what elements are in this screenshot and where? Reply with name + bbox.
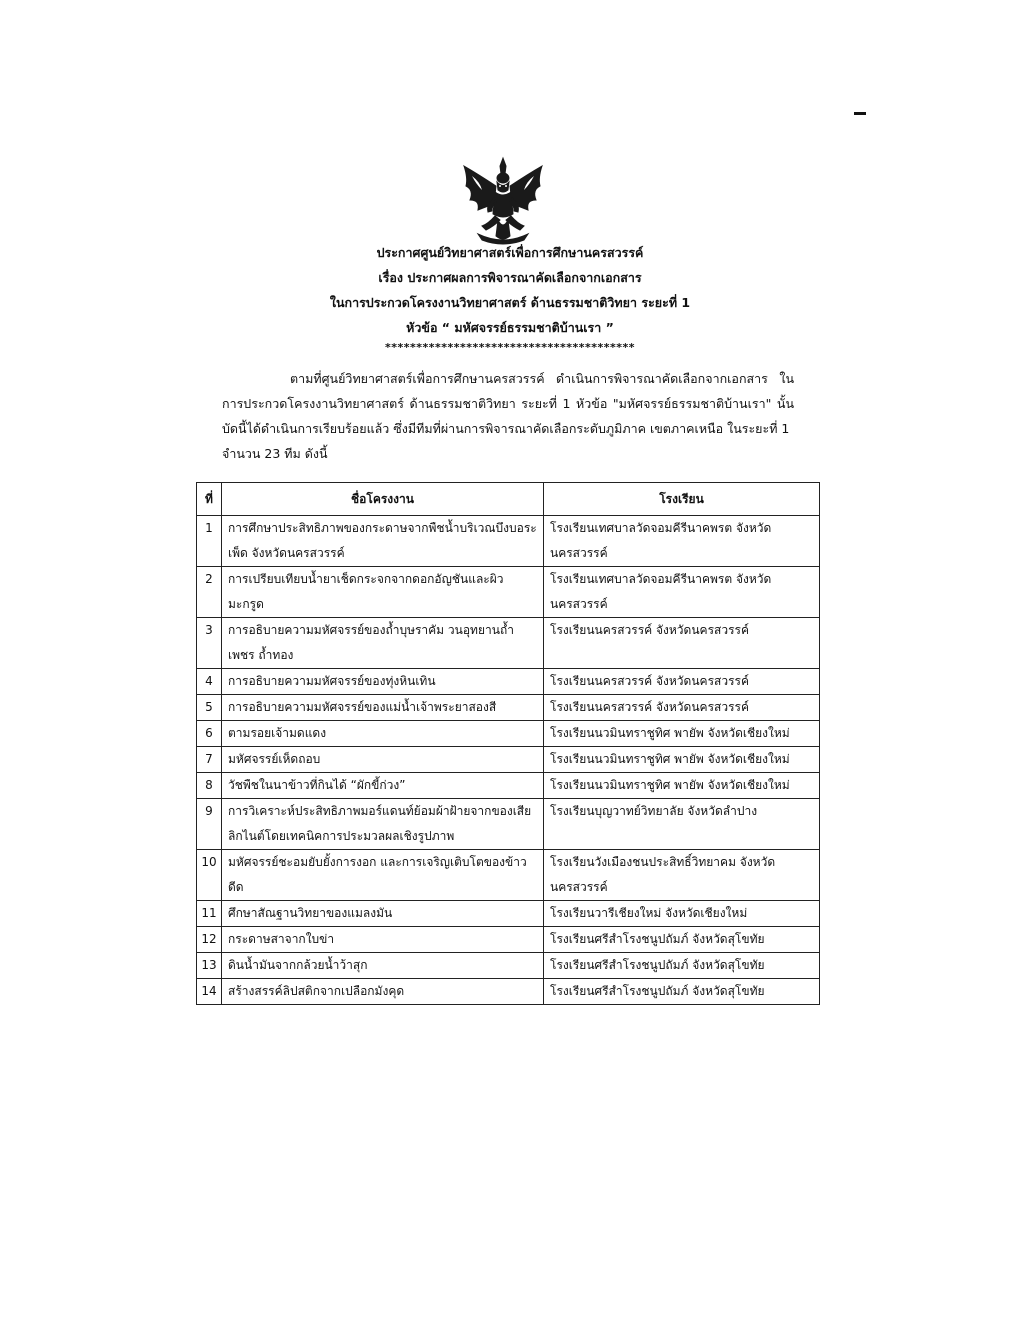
row-school: โรงเรียนนครสวรรค์ จังหวัดนครสวรรค์ [544, 695, 820, 721]
row-school: โรงเรียนบุญวาทย์วิทยาลัย จังหวัดลำปาง [544, 799, 820, 850]
row-school: โรงเรียนวังเมืองชนประสิทธิ์วิทยาคม จังหวัดนครสวรรค์ [544, 850, 820, 901]
row-num: 1 [197, 516, 222, 567]
row-project-name: ตามรอยเจ้ามดแดง [222, 721, 544, 747]
row-project-name: ศึกษาสัณฐานวิทยาของแมลงมัน [222, 901, 544, 927]
garuda-emblem-icon [458, 156, 548, 246]
row-num: 8 [197, 773, 222, 799]
row-num: 14 [197, 979, 222, 1005]
row-num: 13 [197, 953, 222, 979]
table-row [197, 901, 820, 927]
row-project-name: วัชพืชในนาข้าวที่กินได้ “ผักขี้ก่วง” [222, 773, 544, 799]
table-row [197, 927, 820, 953]
row-school: โรงเรียนศรีสำโรงชนูปถัมภ์ จังหวัดสุโขทัย [544, 979, 820, 1005]
row-school: โรงเรียนนวมินทราชูทิศ พายัพ จังหวัดเชียงใหม่ [544, 773, 820, 799]
row-project-name: มหัศจรรย์ชะอมยับยั้งการงอก และการเจริญเติบโตของข้าวดีด [222, 850, 544, 901]
row-school: โรงเรียนนครสวรรค์ จังหวัดนครสวรรค์ [544, 669, 820, 695]
row-project-name: การอธิบายความมหัศจรรย์ของถ้ำบุษราคัม วนอุทยานถ้ำเพชร ถ้ำทอง [222, 618, 544, 669]
table-row [197, 516, 820, 567]
header-school: โรงเรียน [544, 483, 820, 516]
table-row [197, 567, 820, 618]
header-project-name: ชื่อโครงงาน [222, 483, 544, 516]
row-school: โรงเรียนเทศบาลวัดจอมคีรีนาคพรต จังหวัดนครสวรรค์ [544, 516, 820, 567]
row-project-name: การวิเคราะห์ประสิทธิภาพมอร์แดนท์ย้อมผ้าฝ้ายจากของเสียลิกไนต์โดยเทคนิคการประมวลผลเชิงรูปภาพ [222, 799, 544, 850]
table-row [197, 669, 820, 695]
row-num: 10 [197, 850, 222, 901]
row-project-name: ดินน้ำมันจากกล้วยน้ำว้าสุก [222, 953, 544, 979]
announcement-heading [230, 242, 790, 359]
row-school: โรงเรียนศรีสำโรงชนูปถัมภ์ จังหวัดสุโขทัย [544, 927, 820, 953]
table-row [197, 695, 820, 721]
row-num: 12 [197, 927, 222, 953]
row-school: โรงเรียนนวมินทราชูทิศ พายัพ จังหวัดเชียงใหม่ [544, 721, 820, 747]
row-project-name: การศึกษาประสิทธิภาพของกระดาษจากพืชน้ำบริเวณบึงบอระเพ็ด จังหวัดนครสวรรค์ [222, 516, 544, 567]
row-school: โรงเรียนนครสวรรค์ จังหวัดนครสวรรค์ [544, 618, 820, 669]
row-project-name: การอธิบายความมหัศจรรย์ของทุ่งหินเทิน [222, 669, 544, 695]
page-marker [854, 112, 866, 115]
row-num: 11 [197, 901, 222, 927]
table-row [197, 721, 820, 747]
table-row [197, 953, 820, 979]
heading-line-1: ประกาศศูนย์วิทยาศาสตร์เพื่อการศึกษานครสวรรค์ [376, 245, 644, 260]
table-row [197, 979, 820, 1005]
heading-line-3: ในการประกวดโครงงานวิทยาศาสตร์ ด้านธรรมชาติวิทยา ระยะที่ 1 [329, 295, 691, 310]
table-row [197, 850, 820, 901]
row-num: 2 [197, 567, 222, 618]
heading-line-2: เรื่อง ประกาศผลการพิจารณาคัดเลือกจากเอกสาร [378, 270, 642, 285]
table-body [197, 516, 820, 1005]
row-project-name: การอธิบายความมหัศจรรย์ของแม่น้ำเจ้าพระยาสองสี [222, 695, 544, 721]
table-row [197, 773, 820, 799]
table-header-row [197, 483, 820, 516]
row-project-name: สร้างสรรค์ลิปสติกจากเปลือกมังคุด [222, 979, 544, 1005]
announcement-body [222, 366, 794, 466]
row-num: 7 [197, 747, 222, 773]
row-school: โรงเรียนเทศบาลวัดจอมคีรีนาคพรต จังหวัดนครสวรรค์ [544, 567, 820, 618]
body-team-count: จำนวน 23 ทีม ดังนี้ [222, 446, 328, 461]
heading-line-4: หัวข้อ “ มหัศจรรย์ธรรมชาติบ้านเรา ” [406, 320, 614, 335]
heading-separator: **************************************** [384, 341, 636, 354]
row-num: 5 [197, 695, 222, 721]
results-table [196, 482, 820, 1005]
row-school: โรงเรียนนวมินทราชูทิศ พายัพ จังหวัดเชียงใหม่ [544, 747, 820, 773]
row-school: โรงเรียนวารีเชียงใหม่ จังหวัดเชียงใหม่ [544, 901, 820, 927]
row-num: 3 [197, 618, 222, 669]
table-row [197, 747, 820, 773]
table-row [197, 799, 820, 850]
row-school: โรงเรียนศรีสำโรงชนูปถัมภ์ จังหวัดสุโขทัย [544, 953, 820, 979]
row-project-name: มหัศจรรย์เห็ดถอบ [222, 747, 544, 773]
body-paragraph: ตามที่ศูนย์วิทยาศาสตร์เพื่อการศึกษานครสวรรค์ ดำเนินการพิจารณาคัดเลือกจากเอกสาร ในการประกวดโครงงานวิทยาศาสตร์ ด้านธรรมชาติวิทยา ระยะที่ 1 หัวข้อ "มหัศจรรย์ธรรมชาติบ้านเรา" นั้น บัดนี้ได้ดำเนินการเรียบร้อยแล้ว ซึ่งมีทีมที่ผ่านการพิจารณาคัดเลือกระดับภูมิภาค เขตภาคเหนือ ในระยะที่ 1 [222, 371, 794, 436]
table-row [197, 618, 820, 669]
row-num: 9 [197, 799, 222, 850]
row-project-name: การเปรียบเทียบน้ำยาเช็ดกระจกจากดอกอัญชันและผิวมะกรูด [222, 567, 544, 618]
row-project-name: กระดาษสาจากใบข่า [222, 927, 544, 953]
row-num: 6 [197, 721, 222, 747]
row-num: 4 [197, 669, 222, 695]
header-num: ที่ [197, 483, 222, 516]
